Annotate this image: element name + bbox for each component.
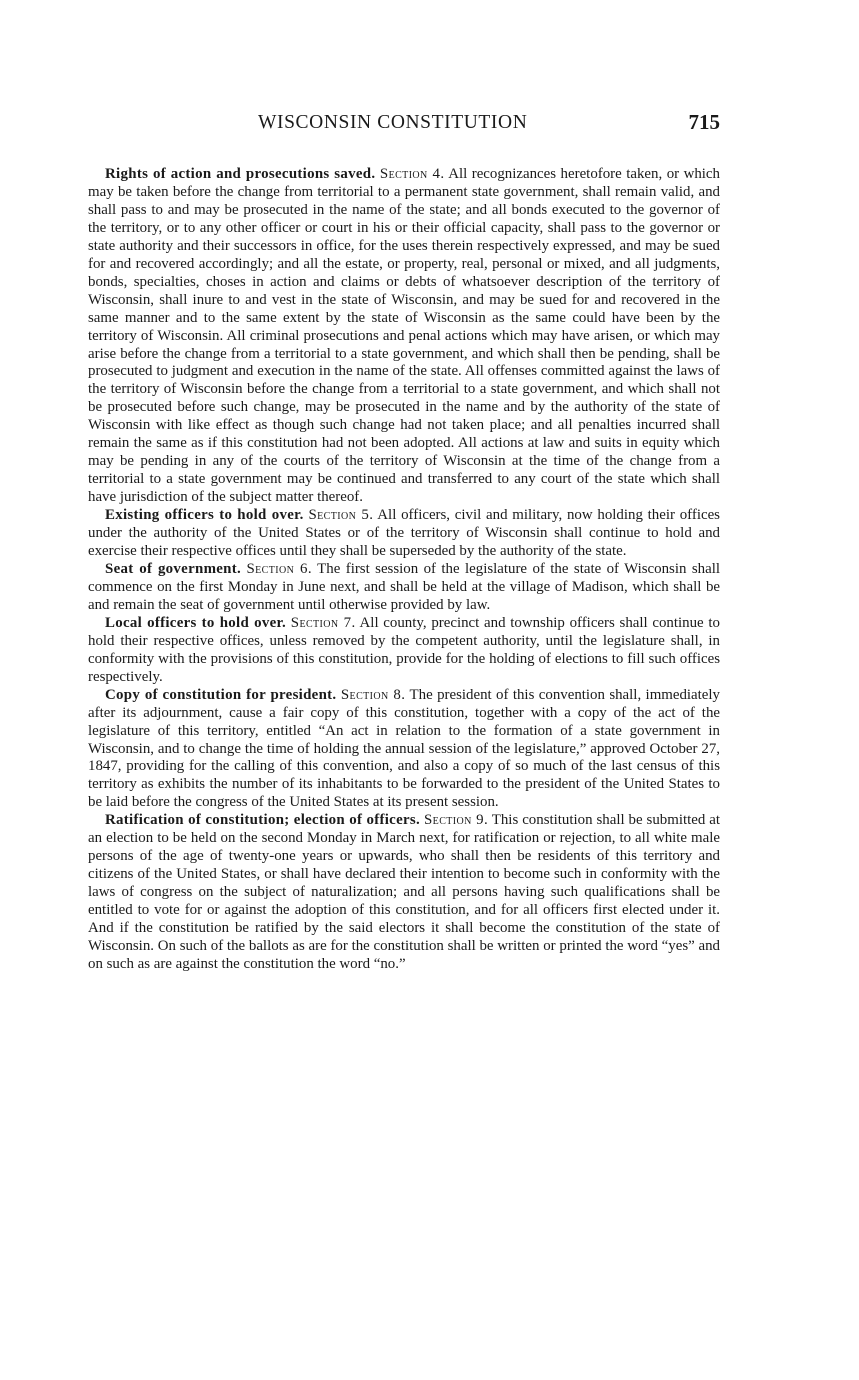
section-7-text: All county, precinct and township officers shall continue to hold their respective offices, unless removed by the competent authority, until the legislature shall, in conformity with the provisions of this constitution, provide for the holding of elections to fill such offices respectively.	[88, 614, 720, 685]
section-8-label: Section 8.	[340, 686, 406, 703]
section-5-text: All officers, civil and military, now holding their offices under the authority of the United States or of the territory of Wisconsin shall continue to hold and exercise their respective offices until they shall be superseded by the authority of the state.	[88, 507, 720, 560]
page-number: 715	[688, 110, 720, 134]
section-4-text: All recognizances heretofore taken, or which may be taken before the change from territorial to a permanent state government, shall remain valid, and shall pass to and may be prosecuted in the name of the state; and all bonds executed to the governor of the territory, or to any other officer or court in his or their official capacity, shall pass to the governor or state authority and their successors in office, for the uses therein respectively expressed, and may be sued for and recovered accordingly; and all the estate, or property, real, personal or mixed, and all judgments, bonds, specialties, choses in action and claims or debts of whatsoever description of the territory of Wisconsin, shall inure to and vest in the state of Wisconsin, and may be sued for and recovered in the same manner and to the same extent by the state of Wisconsin as the same could have been by the territory of Wisconsin. All criminal prosecutions and penal actions which may have arisen, or which may arise before the change from a territorial to a state government, and which shall then be pending, shall be prosecuted to judgment and execution in the name of the state. All offenses committed against the laws of the territory of Wisconsin before the change from a territorial to a state government, and which shall not be prosecuted before such change, may be prosecuted in the name and by the authority of the state of Wisconsin with like effect as though such change had not taken place; and all penalties incurred shall remain the same as if this constitution had not been adopted. All actions at law and suits in equity which may be pending in any of the courts of the territory of Wisconsin at the time of the change from a territorial to a state government may be continued and transferred to any court of the state which shall have jurisdiction of the subject matter thereof.	[88, 166, 720, 506]
document-page	[88, 112, 720, 974]
section-8-text: The president of this convention shall, immediately after its adjournment, cause a fair copy of this constitution, together with a copy of the act of the legislature of this territory, entitled “An act in relation to the formation of a state government in Wisconsin, and to change the time of holding the annual session of the legislature,” approved October 27, 1847, providing for the calling of this convention, and also a copy of so much of the last census of this territory as exhibits the number of its inhabitants to be forwarded to the president of the United States to be laid before the congress of the United States at its present session.	[88, 686, 720, 811]
section-9-heading: Ratification of constitution; election of officers.	[105, 812, 421, 829]
section-6-paragraph	[88, 561, 720, 615]
section-4-label: Section 4.	[379, 166, 445, 182]
section-4-heading: Rights of action and prosecutions saved.	[105, 166, 376, 182]
section-6-text: The first session of the legislature of the state of Wisconsin shall commence on the first Monday in June next, and shall be held at the village of Madison, which shall be and remain the seat of government until otherwise provided by law.	[88, 560, 720, 613]
section-7-paragraph	[88, 615, 720, 687]
section-7-label: Section 7.	[290, 614, 356, 631]
running-title: WISCONSIN CONSTITUTION	[258, 112, 528, 133]
section-9-text: This constitution shall be submitted at an election to be held on the second Monday in March next, for ratification or rejection, to all white male persons of the age of twenty-one years or upwards, who shall then be residents of this territory and citizens of the United States, or shall have declared their intention to become such in conformity with the laws of congress on the subject of naturalization; and all persons having such qualifications shall be entitled to vote for or against the adoption of this constitution, and for all officers first elected under it. And if the constitution be ratified by the said electors it shall become the constitution of the state of Wisconsin. On such of the ballots as are for the constitution shall be written or printed the word “yes” and on such as are against the constitution the word “no.”	[88, 812, 720, 972]
section-6-heading: Seat of government.	[105, 560, 242, 577]
section-9-label: Section 9.	[424, 812, 489, 829]
section-9-paragraph	[88, 812, 720, 974]
section-5-paragraph	[88, 507, 720, 561]
section-8-heading: Copy of constitution for president.	[105, 686, 337, 703]
section-7-heading: Local officers to hold over.	[105, 614, 287, 631]
section-5-heading: Existing officers to hold over.	[105, 507, 304, 524]
section-6-label: Section 6.	[246, 560, 313, 577]
section-5-label: Section 5.	[308, 507, 374, 524]
section-4-paragraph	[88, 166, 720, 507]
running-header	[88, 112, 720, 144]
section-8-paragraph	[88, 687, 720, 813]
